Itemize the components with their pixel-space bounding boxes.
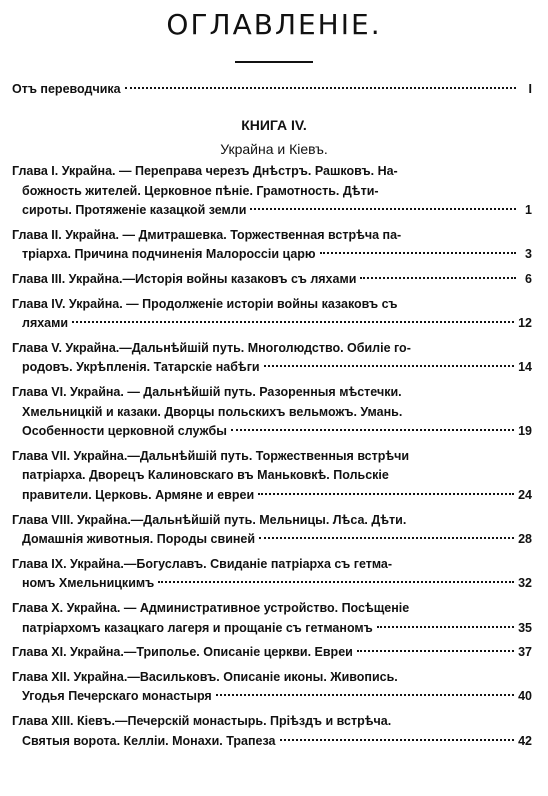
toc-line [12, 619, 532, 639]
toc-page-number: 42 [518, 733, 532, 748]
toc-entry [12, 643, 532, 663]
dot-leader [231, 429, 514, 431]
toc-page-number: 12 [518, 316, 532, 331]
toc-page-number: I [528, 82, 532, 96]
toc-line: Глава I. Украйна. — Переправа черезъ Днѣстръ. Рашковъ. На- [12, 164, 398, 178]
toc-line [12, 245, 532, 265]
toc-entry [12, 555, 532, 594]
dot-leader [357, 650, 514, 652]
toc-entry [12, 162, 532, 221]
toc-entry-text: номъ Хмельницкимъ [22, 576, 155, 591]
toc-page-number: 14 [518, 360, 532, 375]
toc-line [12, 732, 532, 752]
dot-leader [259, 537, 514, 539]
toc-line [12, 358, 532, 378]
toc-line [12, 687, 532, 707]
dot-leader [158, 581, 514, 583]
toc-entry [12, 339, 532, 378]
toc-line [12, 270, 532, 290]
toc-entry [12, 447, 532, 506]
dot-leader [72, 321, 514, 323]
dot-leader [377, 626, 514, 628]
toc-page-number: 28 [518, 532, 532, 547]
toc-page-number: 24 [518, 487, 532, 502]
toc-line [12, 422, 532, 442]
dot-leader [125, 87, 516, 89]
toc-page-number: 37 [518, 645, 532, 660]
toc-entry [12, 270, 532, 290]
title-rule [235, 61, 313, 63]
book-subtitle: Украйна и Кіевъ. [220, 141, 328, 157]
toc-line [12, 574, 532, 594]
dot-leader [216, 694, 514, 696]
toc-page-number: 19 [518, 424, 532, 439]
dot-leader [360, 277, 516, 279]
toc-entry-text: патріархомъ казацкаго лагеря и прощаніе съ гетманомъ [22, 620, 373, 635]
book-heading: КНИГА IV. [241, 117, 307, 133]
toc-page-number: 1 [525, 203, 532, 218]
toc-entry [12, 511, 532, 550]
toc-line: Глава VII. Украйна.—Дальнѣйшій путь. Торжественныя встрѣчи [12, 448, 410, 463]
toc-page-number: 3 [525, 247, 532, 262]
toc-line: Глава XIII. Кіевъ.—Печерскій монастырь. Пріѣздъ и встрѣча. [12, 714, 392, 728]
dot-leader [280, 739, 515, 741]
toc-line: божность жителей. Церковное пѣніе. Грамотность. Дѣти- [22, 183, 379, 198]
toc-entry-text: сироты. Протяженіе казацкой земли [22, 203, 247, 218]
toc-line [12, 530, 532, 550]
toc-line [12, 80, 532, 100]
toc-line [12, 314, 532, 334]
toc-entry [12, 668, 532, 707]
toc-line [12, 201, 532, 221]
toc-entry-text: Особенности церковной службы [22, 424, 227, 439]
toc-entry [12, 226, 532, 265]
toc-entry-text: Глава III. Украйна.—Исторія войны казаковъ съ ляхами [12, 272, 357, 286]
toc-entry-text: Глава XI. Украйна.—Триполье. Описаніе церкви. Евреи [12, 645, 353, 660]
toc-line [12, 643, 532, 663]
toc-entry-text: правители. Церковь. Армяне и евреи [22, 487, 255, 502]
dot-leader [258, 493, 514, 495]
dot-leader [264, 365, 514, 367]
toc-entry [12, 599, 532, 638]
toc-entry [12, 712, 532, 751]
dot-leader [250, 208, 516, 210]
toc-line: Глава VI. Украйна. — Дальнѣйшій путь. Разоренныя мѣстечки. [12, 385, 402, 399]
toc-line: Глава XII. Украйна.—Васильковъ. Описаніе иконы. Живопись. [12, 669, 398, 684]
toc-line: Глава X. Украйна. — Административное устройство. Посѣщеніе [12, 601, 410, 615]
toc-entry-text: Отъ переводчика [12, 82, 121, 96]
toc-line: Глава II. Украйна. — Дмитрашевка. Торжественная встрѣча па- [12, 227, 402, 242]
toc-line [12, 486, 532, 506]
dot-leader [320, 252, 516, 254]
toc-entry [12, 383, 532, 442]
toc-entry [12, 295, 532, 334]
toc-entry-text: ляхами [22, 316, 69, 331]
toc-line: Глава IX. Украйна.—Богуславъ. Свиданіе патріарха съ гетма- [12, 556, 393, 571]
toc-page-number: 32 [518, 576, 532, 591]
toc-line: Хмельницкій и казаки. Дворцы польскихъ вельможъ. Умань. [22, 404, 403, 419]
toc-entry-text: родовъ. Укрѣпленія. Татарскіе набѣги [22, 360, 260, 375]
toc-page-number: 40 [518, 689, 532, 704]
toc-line: Глава V. Украйна.—Дальнѣйшій путь. Многолюдство. Обиліе го- [12, 340, 411, 355]
toc-line: Глава VIII. Украйна.—Дальнѣйшій путь. Мельницы. Лѣса. Дѣти. [12, 512, 407, 527]
toc-entry-preface [12, 80, 532, 100]
toc-line: Глава IV. Украйна. — Продолженіе исторіи войны казаковъ съ [12, 296, 398, 311]
toc-entry-text: Домашнія животныя. Породы свиней [22, 532, 256, 547]
toc-page-number: 35 [518, 620, 532, 635]
toc-line: патріарха. Дворецъ Калиновскаго въ Маньковкѣ. Польскіе [22, 468, 389, 483]
toc-page-number: 6 [525, 272, 532, 286]
toc-entry-text: тріарха. Причина подчиненія Малороссіи царю [22, 247, 316, 262]
toc-entry-text: Угодья Печерскаго монастыря [22, 689, 212, 704]
toc-entry-text: Святыя ворота. Келліи. Монахи. Трапеза [22, 733, 276, 748]
page-title: ОГЛАВЛЕНІЕ. [166, 8, 382, 41]
